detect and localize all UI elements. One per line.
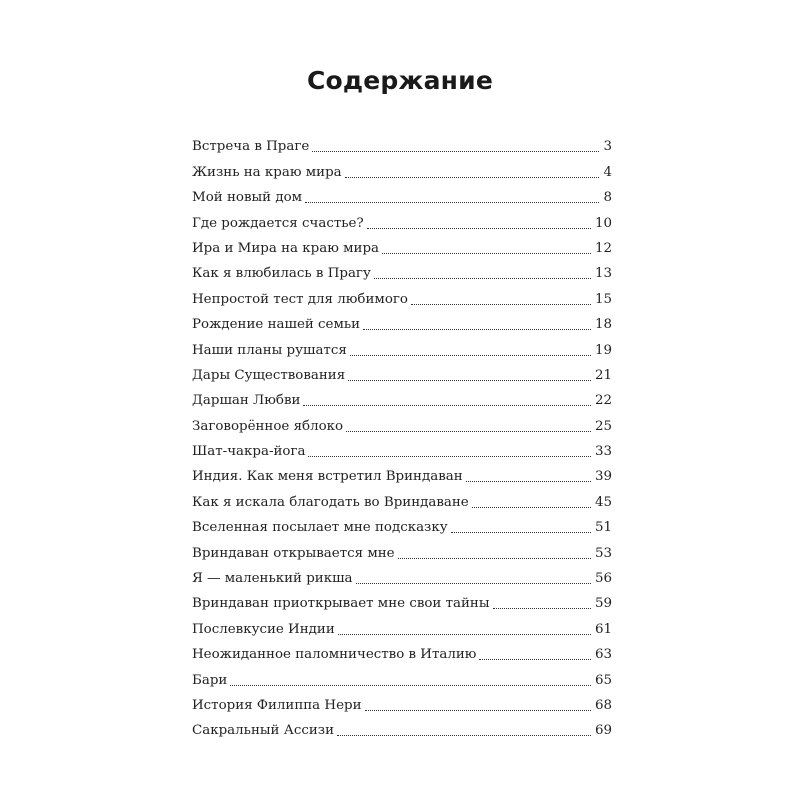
dot-leader [303,404,591,406]
toc-entry-title: Индия. Как меня встретил Вриндаван [192,469,463,485]
toc-entry-page-number: 22 [594,393,612,409]
toc-entry [192,257,612,282]
dot-leader [305,201,599,203]
toc-entry [192,663,612,688]
dot-leader [346,430,591,432]
toc-entry [192,308,612,333]
toc-entry-title: Бари [192,672,228,688]
toc-entry-page-number: 18 [594,317,612,333]
toc-entry-title: Даршан Любви [192,393,301,409]
toc-entry-page-number: 63 [594,647,612,663]
toc-entry [192,181,612,206]
toc-entry-title: Сакральный Ассизи [192,723,335,739]
dot-leader [363,328,591,330]
toc-entry-page-number: 68 [594,697,612,713]
toc-entry-title: Я — маленький рикша [192,571,353,587]
dot-leader [466,480,591,482]
toc-entry-page-number: 10 [594,215,612,231]
toc-entry-title: Послевкусие Индии [192,621,335,637]
toc-entry-title: Заговорённое яблоко [192,418,344,434]
dot-leader [338,633,591,635]
toc-entry [192,714,612,739]
toc-entry-title: Вриндаван приоткрывает мне свои тайны [192,596,490,612]
dot-leader [365,709,591,711]
toc-entry [192,232,612,257]
toc-entry-title: Как я искала благодать во Вриндаване [192,494,469,510]
dot-leader [382,252,591,254]
toc-entry [192,511,612,536]
toc-entry-title: Где рождается счастье? [192,215,364,231]
toc-entry-title: Жизнь на краю мира [192,164,342,180]
toc-entry-page-number: 8 [603,190,612,206]
toc-entry-title: Вриндаван открывается мне [192,545,395,561]
dot-leader [308,455,590,457]
toc-entry-title: Как я влюбилась в Прагу [192,266,371,282]
toc-entry [192,435,612,460]
dot-leader [230,684,591,686]
toc-entry [192,689,612,714]
toc-entry-title: Вселенная посылает мне подсказку [192,520,448,536]
toc-entry-page-number: 69 [594,723,612,739]
toc-entry-title: Шат-чакра-йога [192,444,306,460]
dot-leader [493,607,591,609]
toc-entry-title: Неожиданное паломничество в Италию [192,647,477,663]
dot-leader [479,658,590,660]
toc-entry [192,384,612,409]
toc-entry [192,460,612,485]
toc-entry-page-number: 21 [594,367,612,383]
toc-entry-page-number: 15 [594,291,612,307]
toc-entry-page-number: 61 [594,621,612,637]
toc-entry [192,155,612,180]
dot-leader [451,531,591,533]
toc-entry [192,206,612,231]
toc-entry-page-number: 25 [594,418,612,434]
toc-entry [192,130,612,155]
toc-entry-title: Наши планы рушатся [192,342,347,358]
toc-entry-page-number: 3 [603,139,612,155]
dot-leader [312,150,599,152]
toc-entry-title: Мой новый дом [192,190,303,206]
toc-entry [192,282,612,307]
page-title: Содержание [306,66,494,95]
toc-entry [192,409,612,434]
toc-entry-page-number: 39 [594,469,612,485]
toc-entry [192,562,612,587]
toc-entry-page-number: 19 [594,342,612,358]
dot-leader [356,582,591,584]
toc-entry-page-number: 59 [594,596,612,612]
toc-entry-title: История Филиппа Нери [192,697,362,713]
toc-entry-page-number: 56 [594,571,612,587]
dot-leader [345,176,600,178]
dot-leader [367,227,591,229]
toc-entry-title: Встреча в Праге [192,139,310,155]
toc-entry [192,638,612,663]
toc-entry-page-number: 33 [594,444,612,460]
toc-entry-title: Дары Существования [192,367,346,383]
toc-entry-page-number: 65 [594,672,612,688]
dot-leader [398,557,591,559]
dot-leader [472,506,591,508]
table-of-contents [192,130,612,739]
toc-entry [192,485,612,510]
toc-entry-title: Непростой тест для любимого [192,291,408,307]
toc-entry-page-number: 45 [594,494,612,510]
toc-entry [192,333,612,358]
dot-leader [348,379,591,381]
toc-entry [192,359,612,384]
toc-entry-page-number: 4 [603,164,612,180]
toc-entry [192,587,612,612]
toc-entry-page-number: 53 [594,545,612,561]
toc-entry-page-number: 12 [594,240,612,256]
toc-entry-title: Ира и Мира на краю мира [192,240,380,256]
dot-leader [411,303,591,305]
toc-entry-page-number: 13 [594,266,612,282]
dot-leader [374,277,591,279]
toc-entry-title: Рождение нашей семьи [192,317,361,333]
dot-leader [350,354,591,356]
toc-entry-page-number: 51 [594,520,612,536]
toc-entry [192,536,612,561]
dot-leader [337,734,591,736]
toc-entry [192,612,612,637]
